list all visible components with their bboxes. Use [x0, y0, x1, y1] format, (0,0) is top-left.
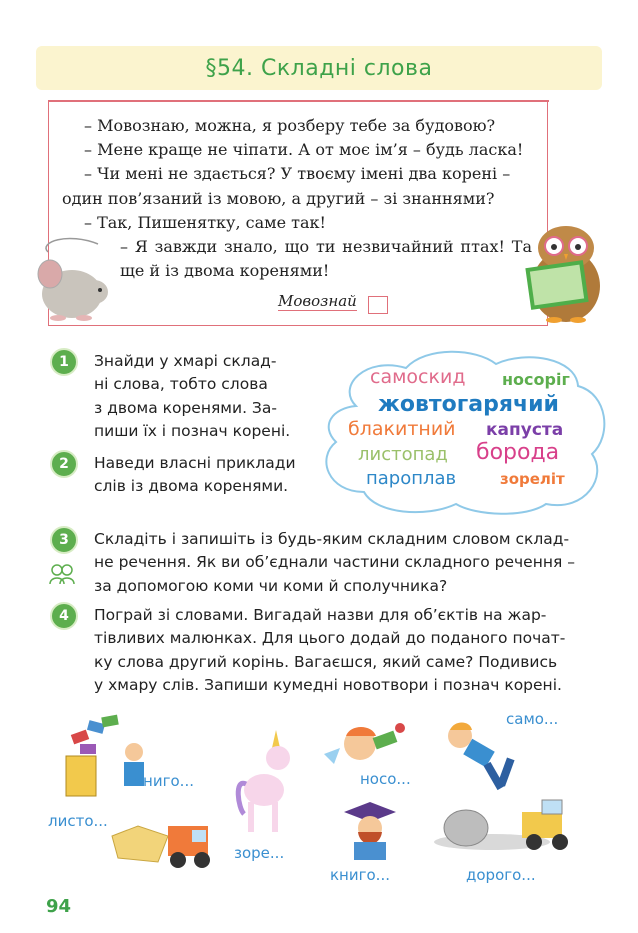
- task-line: Наведи власні приклади: [94, 454, 296, 472]
- road-roller-illustration: [432, 794, 582, 856]
- task-number-3: 3: [50, 526, 78, 554]
- task-line: Пограй зі словами. Вигадай назви для об’єктів на жар-: [94, 606, 547, 624]
- illustration-label: книго...: [330, 866, 390, 884]
- cloud-word: пароплав: [366, 468, 457, 489]
- illustration-label: листо...: [48, 812, 108, 830]
- section-title-bar: [36, 46, 602, 90]
- task-number-1: 1: [50, 348, 78, 376]
- illustration-label: дорого...: [466, 866, 536, 884]
- cloud-word: листопад: [358, 444, 448, 465]
- task-line: у хмару слів. Запиши кумедні новотвори і познач корені.: [94, 676, 562, 695]
- task-number-4: 4: [50, 602, 78, 630]
- task-number-2: 2: [50, 450, 78, 478]
- dialog-text: [62, 114, 532, 283]
- task-line: ні слова, тобто слова: [94, 375, 268, 394]
- illustration-label: зоре...: [234, 844, 285, 862]
- illustration-label: книго...: [134, 772, 194, 790]
- pair-work-icon: [48, 562, 76, 586]
- word-scheme: Мовознай: [278, 292, 357, 310]
- cloud-word: носоріг: [502, 370, 570, 389]
- task-2-text: [94, 452, 314, 499]
- task-3-text: [94, 528, 604, 598]
- task-line: тівливих малюнках. Для цього додай до поданого почат-: [94, 629, 566, 648]
- mouse-illustration: [28, 232, 114, 324]
- dialog-line: – Мене краще не чіпати. А от моє ім’я – будь ласка!: [84, 140, 524, 160]
- section-title: §54. Складні слова: [205, 55, 433, 81]
- owl-illustration: [520, 224, 606, 324]
- scholar-boy-illustration: [330, 798, 410, 862]
- task-line: ку слова другий корінь. Вагаєшся, який саме? Подивись: [94, 652, 558, 671]
- ending-box: [368, 296, 388, 314]
- dialog-line: – Мовознаю, можна, я розберу тебе за будовою?: [84, 116, 496, 135]
- unicorn-illustration: [232, 728, 300, 838]
- task-line: Складіть і запишіть із будь-яким складним словом склад-: [94, 530, 570, 548]
- task-line: за допомогою коми чи коми й сполучника?: [94, 576, 448, 595]
- cloud-word: зореліт: [500, 470, 565, 488]
- illustration-label: носо...: [360, 770, 411, 788]
- cloud-word: жовтогарячий: [378, 392, 559, 417]
- task-line: з двома коренями. За-: [94, 398, 277, 417]
- task-line: Знайди у хмарі склад-: [94, 352, 277, 370]
- cloud-word: борода: [476, 440, 560, 465]
- task-line: пиши їх і познач корені.: [94, 422, 291, 441]
- task-line: слів із двома коренями.: [94, 477, 289, 496]
- dialog-line: – Я завжди знало, що ти незвичайний птах! Та ще й із двома коренями!: [120, 237, 532, 281]
- cloud-word: блакитний: [348, 418, 456, 440]
- cloud-word: капуста: [486, 420, 564, 440]
- falling-boy-illustration: [440, 718, 526, 796]
- task-1-text: [94, 350, 314, 444]
- task-4-text: [94, 604, 604, 698]
- page-number: 94: [46, 896, 72, 917]
- dialog-line: – Так, Пишенятку, саме так!: [84, 212, 326, 232]
- task-line: не речення. Як ви об’єднали частини складного речення –: [94, 553, 575, 572]
- cloud-word: самоскид: [370, 366, 466, 388]
- leaf-truck-illustration: [108, 806, 218, 876]
- illustration-label: само...: [506, 710, 559, 728]
- dialog-line: – Чи мені не здається? У твоєму імені два корені – один пов’язаний із мовою, а другий – зі знаннями?: [62, 164, 511, 208]
